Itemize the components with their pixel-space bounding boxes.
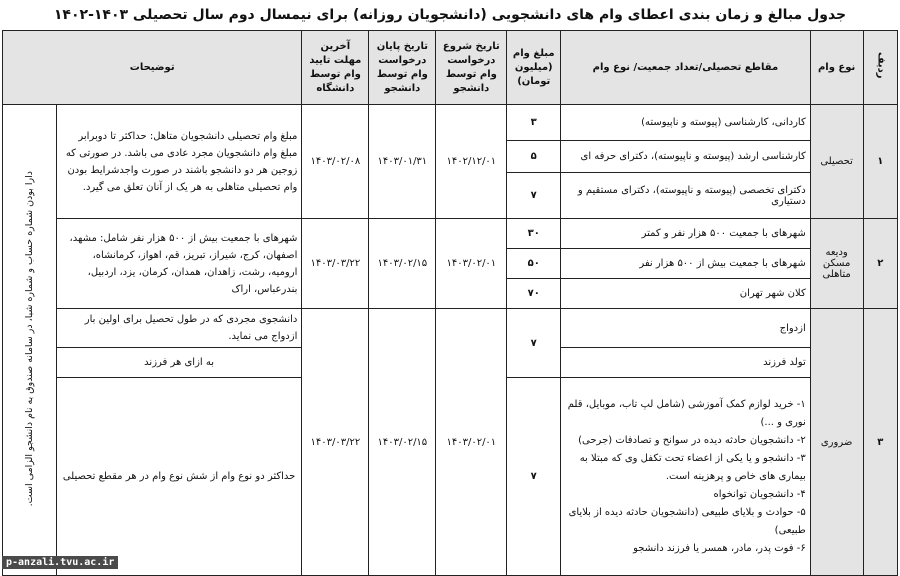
row-2-item-3-amount: ۷۰ [507,279,561,309]
row-2-item-1-label: شهرهای با جمعیت ۵۰۰ هزار نفر و کمتر [561,219,811,249]
row-1-start-date: ۱۴۰۲/۱۲/۰۱ [436,105,507,219]
row-2-item-2-label: شهرهای با جمعیت بیش از ۵۰۰ هزار نفر [561,249,811,279]
row-2-start-date: ۱۴۰۳/۰۲/۰۱ [436,219,507,309]
row-3-end-date: ۱۴۰۳/۰۲/۱۵ [369,309,436,576]
page-title: جدول مبالغ و زمان بندی اعطای وام های دانشجویی (دانشجویان روزانه) برای نیمسال دوم سال تحصیلی ۱۴۰۳-۱۴۰۲ [53,7,847,23]
row-3-deadline: ۱۴۰۳/۰۳/۲۲ [302,309,369,576]
row-3-bottom-note: حداکثر دو نوع وام از شش نوع وام در هر مقطع تحصیلی [56,378,302,576]
list-item: ۴- دانشجویان توانخواه [713,488,806,500]
row-3-number: ۳ [863,309,898,576]
site-url-watermark: p-anzali.tvu.ac.ir [2,556,118,569]
row-1-deadline: ۱۴۰۳/۰۲/۰۸ [302,105,369,219]
row-1-end-date: ۱۴۰۳/۰۱/۳۱ [369,105,436,219]
row-3-start-date: ۱۴۰۳/۰۲/۰۱ [436,309,507,576]
row-1-item-2-label: کارشناسی ارشد (پیوسته و ناپیوسته)، دکترای حرفه ای [561,141,811,173]
row-1-item-2-amount: ۵ [507,141,561,173]
row-3-marriage-note: دانشجوی مجردی که در طول تحصیل برای اولین بار ازدواج می نماید. [56,309,302,348]
row-2-item-1-amount: ۳۰ [507,219,561,249]
row-3-emergency-list [561,378,811,576]
row-1-type: تحصیلی [810,105,863,219]
header-notes: توضیحات [3,31,302,105]
side-note-cell [3,105,57,576]
row-1-item-1-label: کاردانی، کارشناسی (پیوسته و ناپیوسته) [561,105,811,141]
side-note: دارا بودن شماره حساب و شماره شبا، در سامانه صندوق به نام دانشجو الزامی است. [23,170,35,507]
header-start-date: تاریخ شروع درخواست وام توسط دانشجو [436,31,507,105]
row-1-item-1-amount: ۳ [507,105,561,141]
row-3-marriage-label: ازدواج [561,309,811,348]
row-2-end-date: ۱۴۰۳/۰۲/۱۵ [369,219,436,309]
header-levels: مقاطع تحصیلی/تعداد جمعیت/ نوع وام [561,31,811,105]
row-2-type: ودیعه مسکن متاهلی [810,219,863,309]
row-3-child-note: به ازای هر فرزند [56,348,302,378]
row-3-type: ضروری [810,309,863,576]
row-2-item-3-label: کلان شهر تهران [561,279,811,309]
row-1-item-3-label: دکترای تخصصی (پیوسته و ناپیوسته)، دکترای مستقیم و دستیاری [561,173,811,219]
row-3-top-amount: ۷ [507,309,561,378]
row-2-number: ۲ [863,219,898,309]
header-amount: مبلغ وام (میلیون تومان) [507,31,561,105]
row-2-item-2-amount: ۵۰ [507,249,561,279]
list-item: ۳- دانشجو و یا یکی از اعضاء تحت تکفل وی که مبتلا به بیماری های خاص و پرهزینه است. [579,452,806,482]
row-3-bottom-amount: ۷ [507,378,561,576]
list-item: ۱- خرید لوازم کمک آموزشی (شامل لپ تاب، موبایل، قلم نوری و ...) [567,398,806,428]
row-1-note: مبلغ وام تحصیلی دانشجویان متاهل: حداکثر تا دوبرابر مبلغ وام دانشجویان مجرد عادی می باشد. در صورتی که زوجین هر دو دانشجو باشند در صورت واجدشرایط بودن وام تحصیلی متاهلی به هر یک از آنان تعلق می گیرد. [56,105,302,219]
row-3-child-label: تولد فرزند [561,348,811,378]
header-deadline: آخرین مهلت تایید وام توسط دانشگاه [302,31,369,105]
header-row-no: ردیف [863,31,898,105]
list-item: ۵- حوادث و بلایای طبیعی (دانشجویان حادثه دیده از بلایای طبیعی) [568,506,806,536]
row-1-number: ۱ [863,105,898,219]
loan-schedule-table [2,30,898,576]
list-item: ۲- دانشجویان حادثه دیده در سوانح و تصادفات (جرحی) [578,434,806,446]
list-item: ۶- فوت پدر، مادر، همسر یا فرزند دانشجو [633,542,806,554]
row-2-deadline: ۱۴۰۳/۰۳/۲۲ [302,219,369,309]
row-2-note: شهرهای با جمعیت بیش از ۵۰۰ هزار نفر شامل: مشهد، اصفهان، کرج، شیراز، تبریز، قم، اهواز، کرمانشاه، ارومیه، رشت، زاهدان، همدان، کرمان، یزد، اردبیل، بندرعباس، اراک [56,219,302,309]
header-end-date: تاریخ پایان درخواست وام توسط دانشجو [369,31,436,105]
row-1-item-3-amount: ۷ [507,173,561,219]
header-loan-type: نوع وام [810,31,863,105]
